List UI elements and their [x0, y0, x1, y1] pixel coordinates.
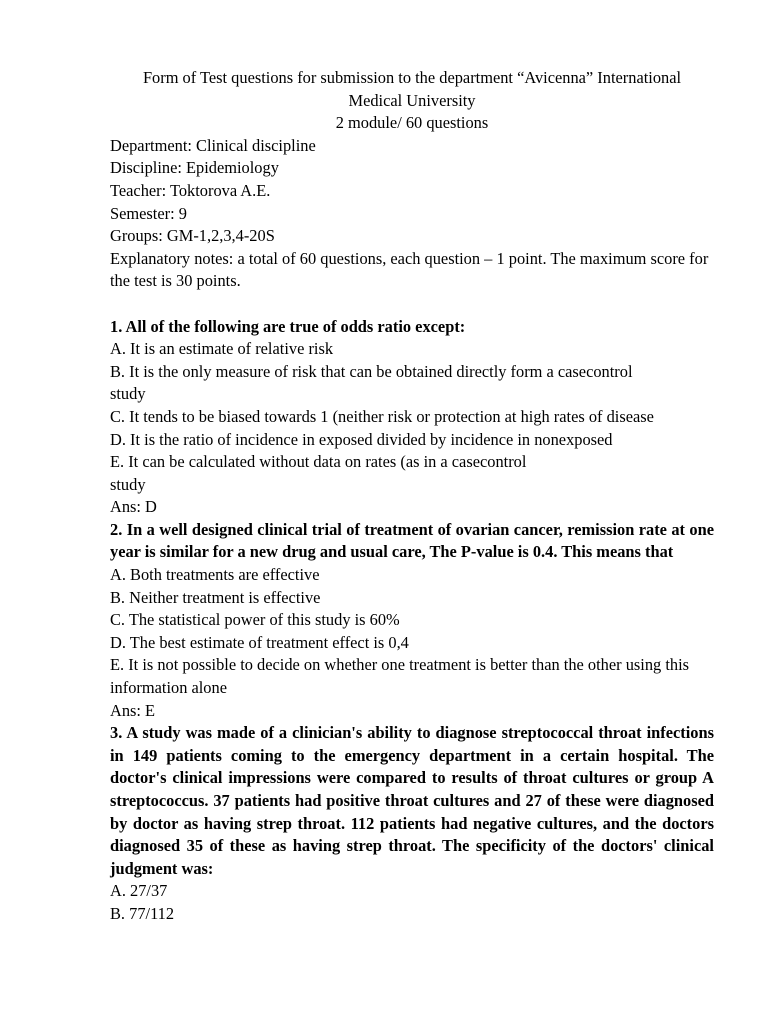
question-2-option-a: A. Both treatments are effective: [110, 565, 320, 585]
title-line-1: Form of Test questions for submission to the department “Avicenna” International: [142, 68, 682, 87]
question-2-option-e: E. It is not possible to decide on whether one treatment is better than the other using this information alone: [110, 655, 690, 698]
question-3-option-a: A. 27/37: [110, 881, 168, 901]
document-body: [110, 67, 714, 926]
question-2-option-d: D. The best estimate of treatment effect is 0,4: [110, 632, 409, 652]
explanatory-notes: Explanatory notes: a total of 60 questions, each question – 1 point. The maximum score for the test is 30 points.: [110, 248, 709, 291]
question-1-option-d: D. It is the ratio of incidence in exposed divided by incidence in nonexposed: [110, 429, 613, 449]
question-3-option-b: B. 77/112: [110, 903, 175, 923]
question-1-option-c: C. It tends to be biased towards 1 (neither risk or protection at high rates of disease: [110, 406, 654, 426]
question-1-option-b: B. It is the only measure of risk that can be obtained directly form a casecontrol: [110, 361, 633, 381]
title-line-3: 2 module/ 60 questions: [335, 113, 489, 133]
groups-line: Groups: GM-1,2,3,4-20S: [110, 226, 275, 246]
department-line: Department: Clinical discipline: [110, 135, 316, 155]
semester-line: Semester: 9: [110, 203, 187, 223]
question-1-option-a: A. It is an estimate of relative risk: [110, 339, 334, 359]
question-1-option-b-cont: study: [110, 384, 146, 404]
question-2-answer: Ans: E: [110, 700, 156, 720]
title-line-2: Medical University: [348, 90, 476, 110]
question-2-option-b: B. Neither treatment is effective: [110, 587, 321, 607]
spacer: [110, 293, 714, 316]
question-3-text: 3. A study was made of a clinician's ability to diagnose streptococcal throat infections in 149 patients coming to the emergency department in a certain hospital. The doctor's clinical impressions were compared to results of throat cultures or group A streptococcus. 37 patients had positive throat cultures and 27 of these were diagnosed by doctor as having strep throat. 112 patients had negative cultures, and the doctors diagnosed 35 of these as having strep throat. The specificity of the doctors' clinical judgment was:: [110, 723, 714, 878]
question-1-answer: Ans: D: [110, 497, 157, 517]
discipline-line: Discipline: Epidemiology: [110, 158, 279, 178]
question-1-text: 1. All of the following are true of odds ratio except:: [110, 316, 466, 336]
question-1-option-e: E. It can be calculated without data on rates (as in a casecontrol: [110, 452, 527, 472]
question-2-option-c: C. The statistical power of this study is 60%: [110, 610, 400, 630]
teacher-line: Teacher: Toktorova A.E.: [110, 180, 271, 200]
question-2-text: 2. In a well designed clinical trial of treatment of ovarian cancer, remission rate at one year is similar for a new drug and usual care, The P-value is 0.4. This means that: [110, 519, 714, 562]
question-1-option-e-cont: study: [110, 474, 146, 494]
